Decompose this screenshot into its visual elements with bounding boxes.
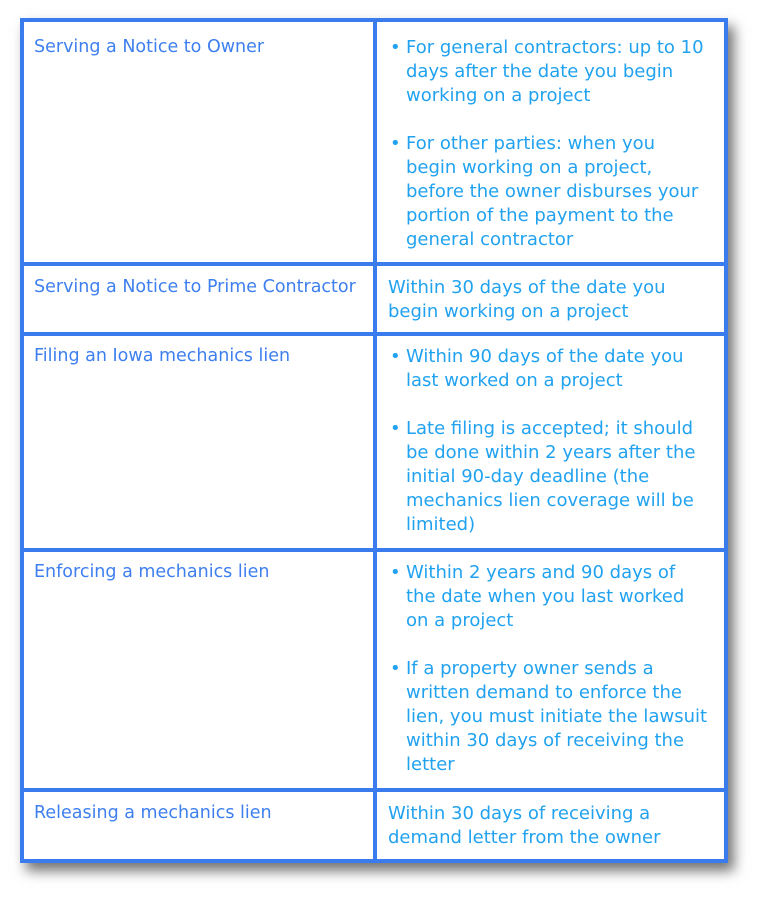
task-cell: Serving a Notice to Owner <box>34 37 265 57</box>
bullet-text: Late filing is accepted; it should be done within 2 years after the initial 90-day deadline (the mechanics lien coverage will be limited) <box>406 418 696 535</box>
bullet-icon: • <box>390 37 401 58</box>
deadline-cell <box>377 336 724 548</box>
bullet-text: Within 2 years and 90 days of the date when you last worked on a project <box>406 562 685 631</box>
bullet-icon: • <box>390 658 401 679</box>
bullet-text: If a property owner sends a written demand to enforce the lien, you must initiate the lawsuit within 30 days of receiving the letter <box>406 658 708 775</box>
deadline-cell <box>377 22 724 262</box>
table-row <box>24 262 724 332</box>
table-row <box>24 332 724 548</box>
deadline-cell: Within 30 days of the date you begin working on a project <box>388 277 666 322</box>
deadline-bullet <box>388 657 710 777</box>
task-cell: Serving a Notice to Prime Contractor <box>34 277 356 297</box>
table-row <box>24 548 724 788</box>
bullet-text: For general contractors: up to 10 days after the date you begin working on a project <box>406 37 704 106</box>
bullet-text: Within 90 days of the date you last worked on a project <box>406 346 684 391</box>
deadline-cell: Within 30 days of receiving a demand letter from the owner <box>388 803 661 848</box>
deadline-cell <box>377 552 724 788</box>
table-row <box>24 788 724 863</box>
bullet-icon: • <box>390 418 401 439</box>
deadline-bullet <box>388 132 710 252</box>
deadline-bullet <box>388 36 710 108</box>
bullet-icon: • <box>390 133 401 154</box>
deadline-bullet <box>388 345 710 393</box>
task-cell: Filing an Iowa mechanics lien <box>34 346 291 366</box>
bullet-icon: • <box>390 562 401 583</box>
bullet-text: For other parties: when you begin working on a project, before the owner disburses your portion of the payment to the general contractor <box>406 133 699 250</box>
deadline-bullet <box>388 561 710 633</box>
deadline-bullet <box>388 417 710 537</box>
table-row <box>24 22 724 262</box>
bullet-icon: • <box>390 346 401 367</box>
task-cell: Enforcing a mechanics lien <box>34 562 270 582</box>
task-cell: Releasing a mechanics lien <box>34 803 272 823</box>
deadline-table <box>20 18 728 863</box>
